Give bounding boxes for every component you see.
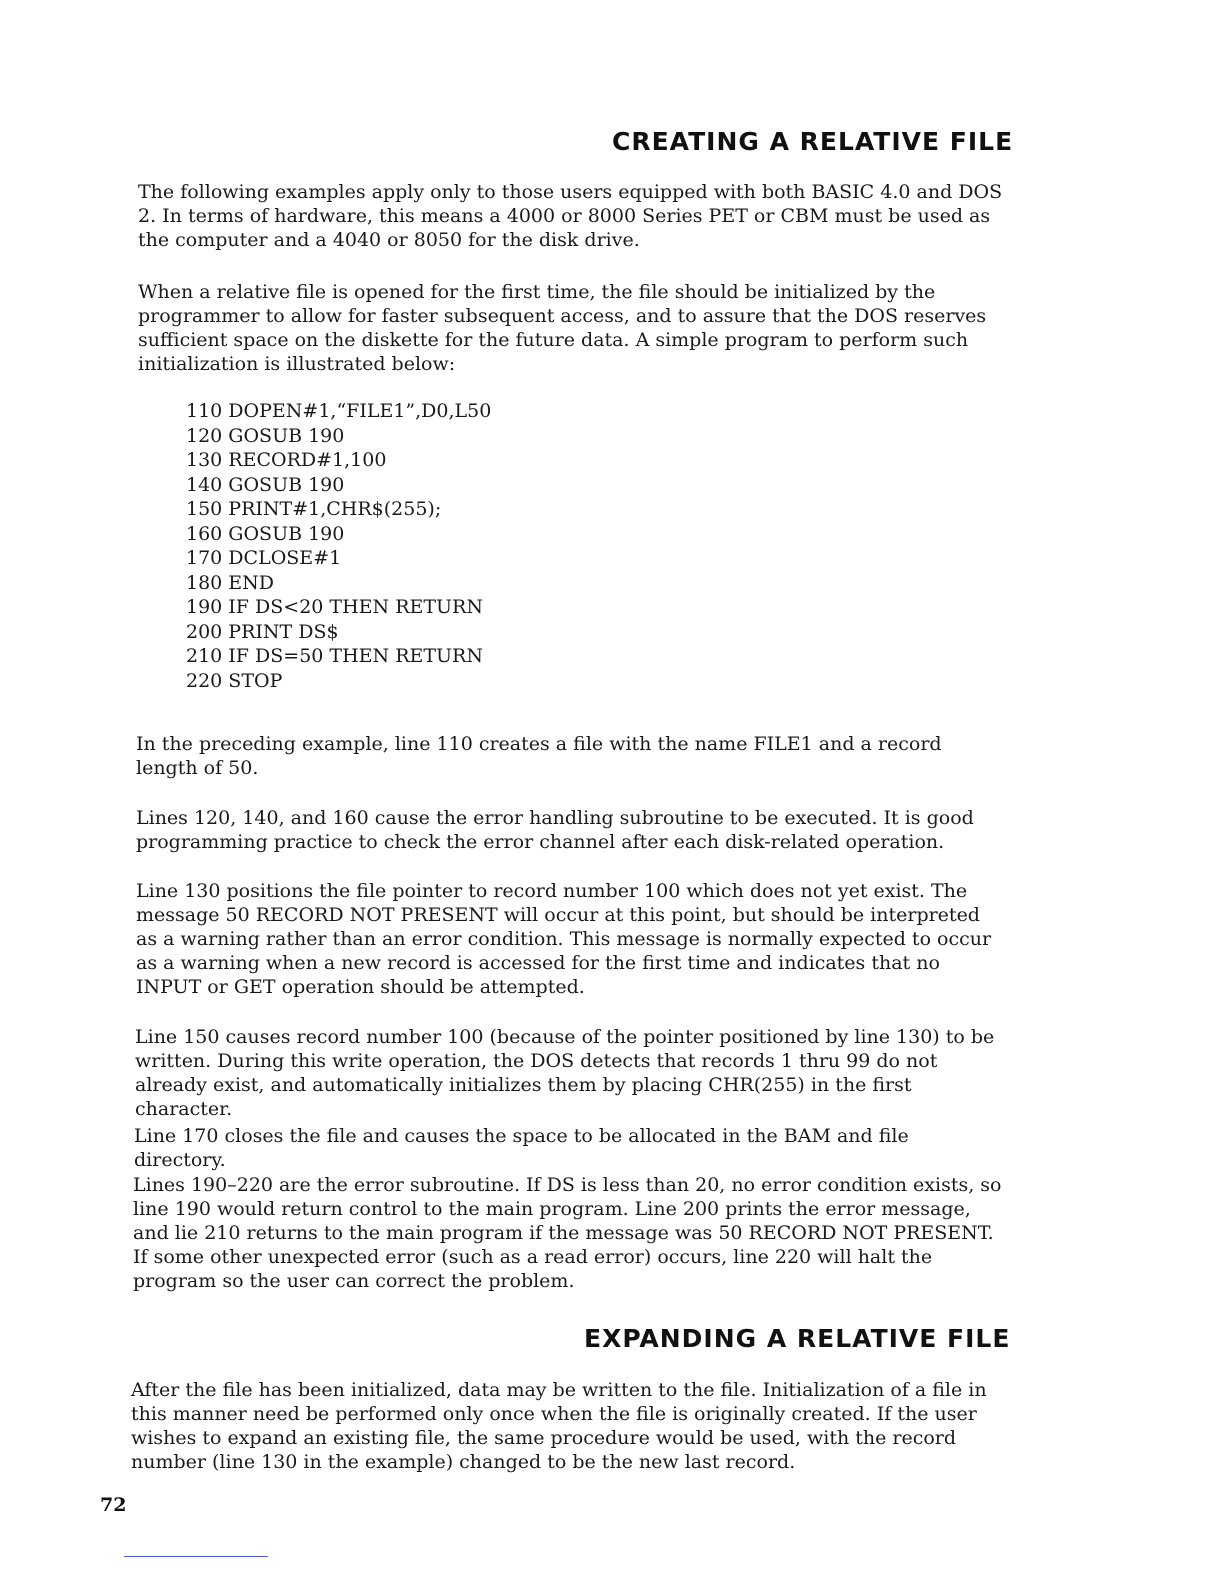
- explanation-gosub-lines: Lines 120, 140, and 160 cause the error handling subroutine to be executed. It is good programming practice to check the error channel after each disk-related operation.: [136, 807, 974, 853]
- code-line: 150 PRINT#1,CHR$(255);: [186, 498, 442, 520]
- code-line: 220 STOP: [186, 669, 283, 692]
- explanation-line-150: Line 150 causes record number 100 (because of the pointer positioned by line 130) to be written. During this write operation, the DOS detects that records 1 thru 99 do not already exist, and automatically initializes them by placing CHR(255) in the first character.: [135, 1026, 995, 1120]
- explanation-line-110: In the preceding example, line 110 creates a file with the name FILE1 and a record length of 50.: [136, 733, 942, 779]
- section-heading-expanding: EXPANDING A RELATIVE FILE: [584, 1324, 1011, 1353]
- code-line: 190 IF DS<20 THEN RETURN: [186, 596, 483, 618]
- section-heading-creating: CREATING A RELATIVE FILE: [612, 127, 1014, 156]
- code-line: 130 RECORD#1,100: [186, 449, 387, 471]
- page-number: 72: [100, 1494, 127, 1516]
- explanation-line-170: Line 170 closes the file and causes the space to be allocated in the BAM and file directory.: [134, 1125, 909, 1171]
- code-line: 170 DCLOSE#1: [186, 547, 342, 569]
- code-line: 200 PRINT DS$: [186, 620, 339, 643]
- intro-paragraph: The following examples apply only to those users equipped with both BASIC 4.0 and DOS 2. In terms of hardware, this means a 4000 or 8000 Series PET or CBM must be used as the computer and a 4040 or 8050 for the disk drive.: [138, 181, 1003, 251]
- code-listing: [186, 399, 491, 693]
- code-line: 160 GOSUB 190: [186, 522, 345, 545]
- code-line: 180 END: [186, 571, 275, 594]
- code-line: 210 IF DS=50 THEN RETURN: [186, 645, 483, 667]
- explanation-error-subroutine: Lines 190–220 are the error subroutine. If DS is less than 20, no error condition exists, so line 190 would return control to the main program. Line 200 prints the error message, and lie 210 returns to the main program if the message was 50 RECORD NOT PRESENT. If some other unexpected error (such as a read error) occurs, line 220 will halt the program so the user can correct the problem.: [133, 1174, 1002, 1292]
- code-line: 140 GOSUB 190: [186, 473, 345, 496]
- code-line: 110 DOPEN#1,“FILE1”,D0,L50: [186, 400, 492, 422]
- code-line: 120 GOSUB 190: [186, 424, 345, 447]
- explanation-line-130: Line 130 positions the file pointer to record number 100 which does not yet exist. The message 50 RECORD NOT PRESENT will occur at this point, but should be interpreted as a warning rather than an error condition. This message is normally expected to occur as a warning when a new record is accessed for the first time and indicates that no INPUT or GET operation should be attempted.: [136, 880, 992, 998]
- initialization-paragraph: When a relative file is opened for the first time, the file should be initialized by the programmer to allow for faster subsequent access, and to assure that the DOS reserves sufficient space on the diskette for the future data. A simple program to perform such initialization is illustrated below:: [138, 281, 987, 375]
- footer-rule: [124, 1556, 268, 1557]
- expanding-paragraph: After the file has been initialized, data may be written to the file. Initialization of a file in this manner need be performed only once when the file is originally created. If the user wishes to expand an existing file, the same procedure would be used, with the record number (line 130 in the example) changed to be the new last record.: [131, 1379, 987, 1473]
